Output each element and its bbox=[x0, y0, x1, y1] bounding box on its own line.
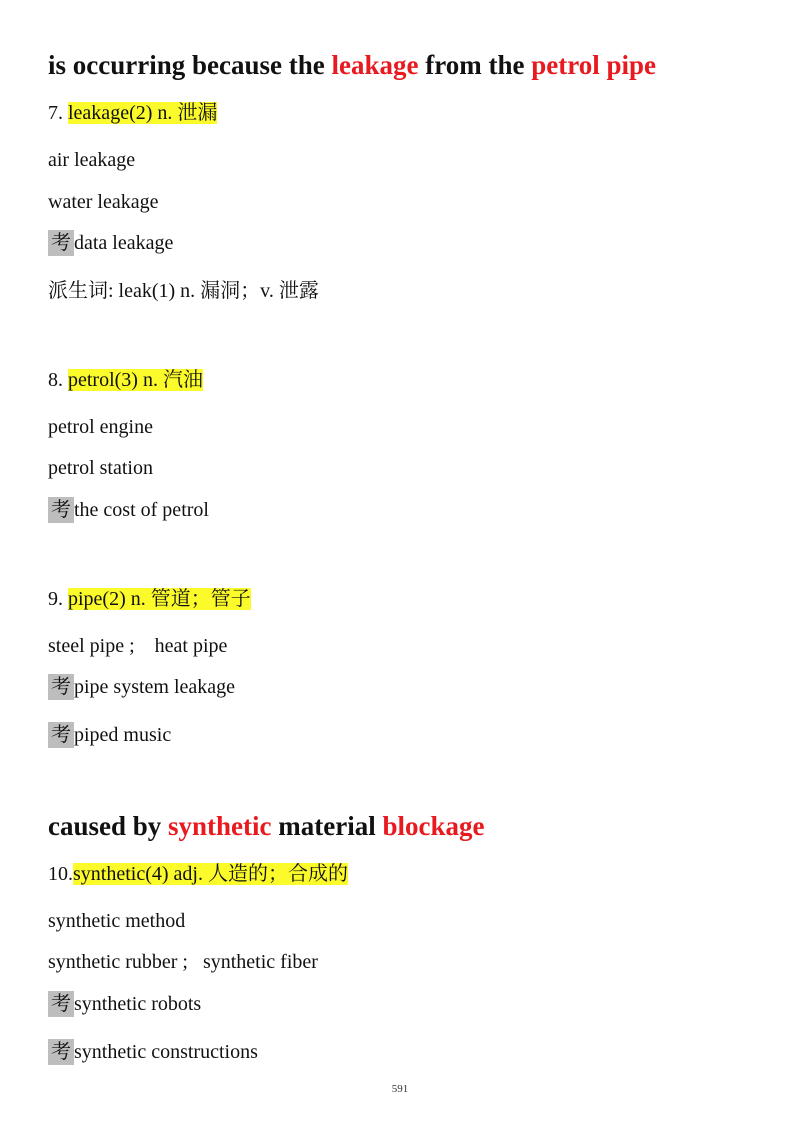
example-text: synthetic method bbox=[48, 910, 186, 932]
entry-heading-synthetic bbox=[48, 861, 348, 887]
example-text: synthetic robots bbox=[74, 993, 202, 1015]
example-line bbox=[48, 908, 185, 934]
example-text: synthetic rubber ; synthetic fiber bbox=[48, 951, 318, 973]
entry-term: leakage(2) n. 泄漏 bbox=[68, 102, 218, 124]
example-text: the cost of petrol bbox=[74, 499, 209, 521]
keyword-leakage: leakage bbox=[331, 50, 419, 80]
heading-text: from the bbox=[418, 50, 532, 80]
example-line bbox=[48, 189, 158, 215]
derivative-line bbox=[48, 278, 319, 304]
example-text: petrol engine bbox=[48, 416, 153, 438]
example-text: pipe system leakage bbox=[74, 676, 236, 698]
example-line bbox=[48, 455, 153, 481]
example-line bbox=[48, 147, 135, 173]
keyword-blockage: blockage bbox=[382, 811, 485, 841]
page-number: 591 bbox=[391, 1083, 409, 1095]
section-heading-2 bbox=[48, 809, 485, 843]
example-text: air leakage bbox=[48, 149, 136, 171]
entry-heading-pipe bbox=[48, 586, 251, 612]
example-text: petrol station bbox=[48, 457, 153, 479]
exam-mark: 考 bbox=[48, 722, 74, 748]
entry-term: pipe(2) n. 管道；管子 bbox=[68, 588, 251, 610]
example-line bbox=[48, 633, 227, 659]
entry-number: 9. bbox=[48, 588, 68, 610]
entry-number: 8. bbox=[48, 369, 68, 391]
example-text: piped music bbox=[74, 724, 172, 746]
example-line bbox=[48, 1039, 258, 1065]
section-heading-1 bbox=[48, 48, 656, 82]
example-line bbox=[48, 722, 171, 748]
example-text: synthetic constructions bbox=[74, 1041, 258, 1063]
example-line bbox=[48, 414, 153, 440]
heading-text: caused by bbox=[48, 811, 169, 841]
example-text: data leakage bbox=[74, 232, 174, 254]
exam-mark: 考 bbox=[48, 1039, 74, 1065]
exam-mark: 考 bbox=[48, 674, 74, 700]
entry-number: 10. bbox=[48, 863, 73, 885]
exam-mark: 考 bbox=[48, 991, 74, 1017]
exam-mark: 考 bbox=[48, 230, 74, 256]
example-line bbox=[48, 230, 173, 256]
entry-term: petrol(3) n. 汽油 bbox=[68, 369, 203, 391]
example-line bbox=[48, 497, 209, 523]
example-line bbox=[48, 991, 201, 1017]
example-line bbox=[48, 674, 235, 700]
keyword-synthetic: synthetic bbox=[168, 811, 272, 841]
exam-mark: 考 bbox=[48, 497, 74, 523]
derivative-text: 派生词: leak(1) n. 漏洞；v. 泄露 bbox=[48, 280, 319, 302]
heading-text: is occurring because the bbox=[48, 50, 332, 80]
entry-heading-petrol bbox=[48, 367, 203, 393]
heading-text: material bbox=[271, 811, 383, 841]
example-line bbox=[48, 949, 318, 975]
entry-number: 7. bbox=[48, 102, 68, 124]
entry-term: synthetic(4) adj. 人造的；合成的 bbox=[73, 863, 348, 885]
keyword-petrol-pipe: petrol pipe bbox=[531, 50, 656, 80]
entry-heading-leakage bbox=[48, 100, 217, 126]
example-text: water leakage bbox=[48, 191, 159, 213]
example-text: steel pipe ; heat pipe bbox=[48, 635, 228, 657]
